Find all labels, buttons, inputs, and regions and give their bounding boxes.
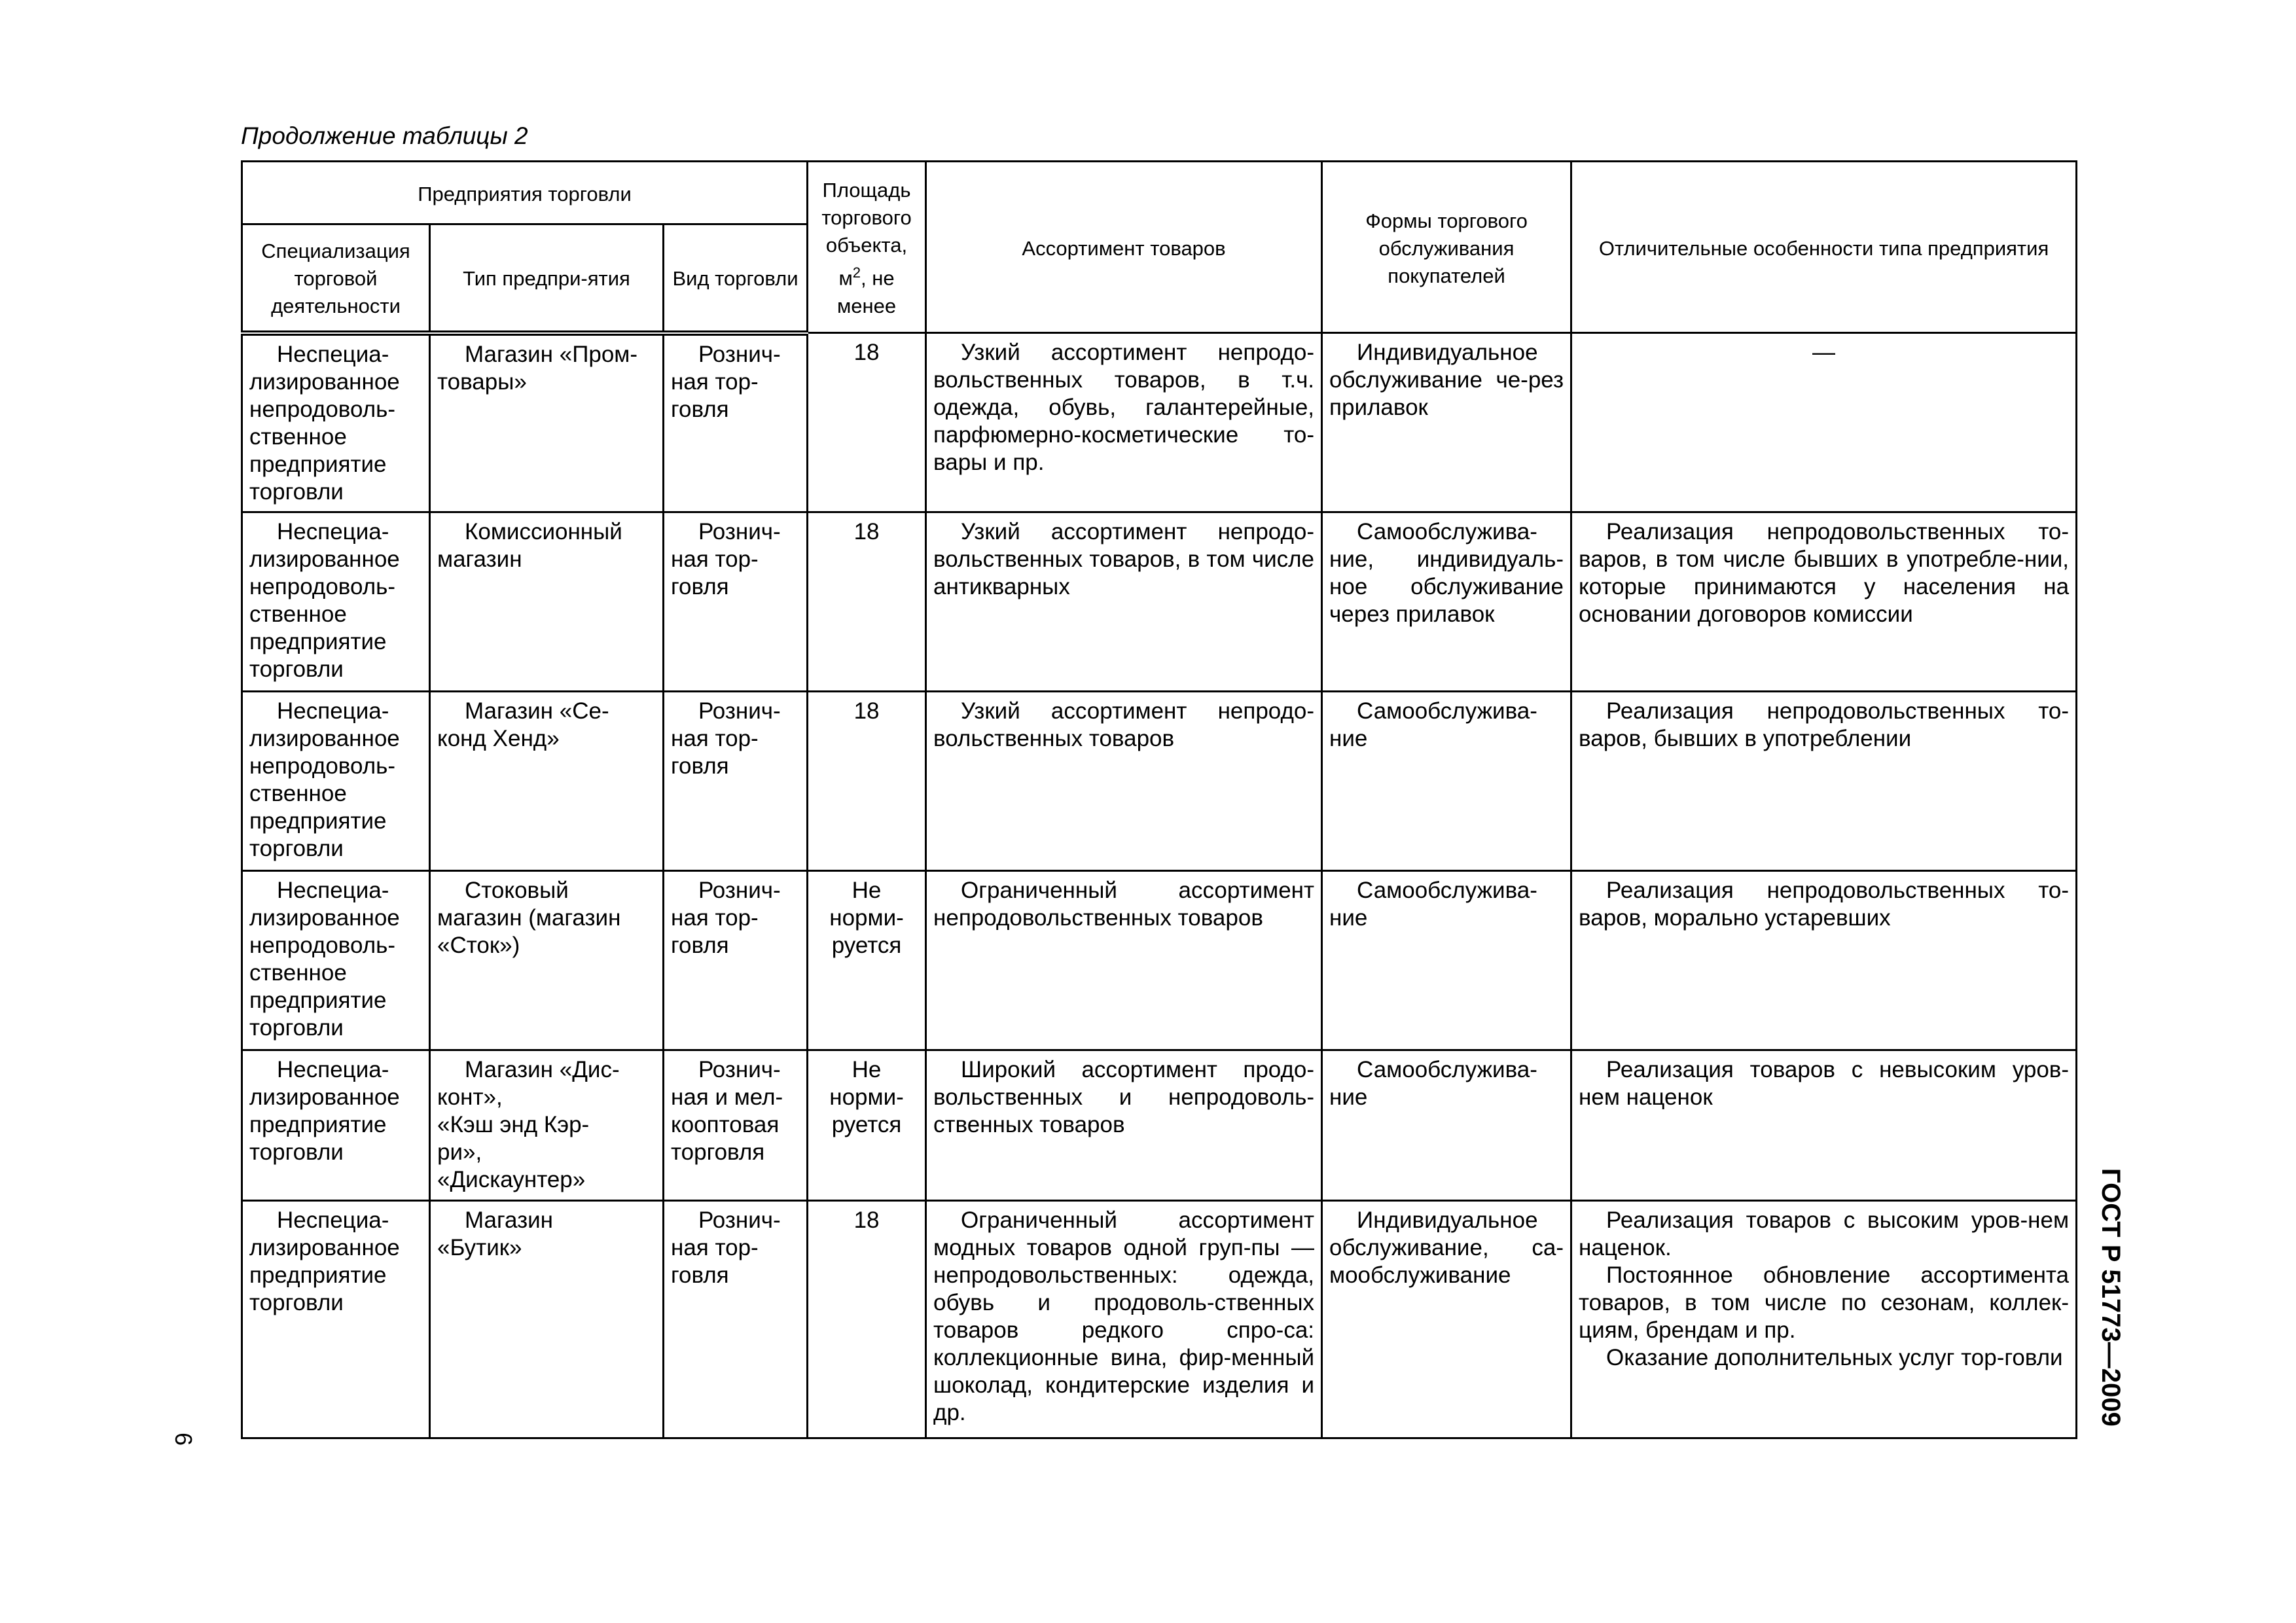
cell-spec: Неспециа- лизированное предприятие торговли — [242, 1050, 430, 1201]
cell-features: Реализация непродовольственных то-варов, морально устаревших — [1571, 871, 2077, 1050]
page-number: 6 — [170, 1432, 198, 1446]
table-row — [242, 333, 2077, 512]
table-caption: Продолжение таблицы 2 — [241, 122, 528, 149]
cell-features: Реализация непродовольственных то-варов, в том числе бывших в употребле-нии, которые принимаются у населения на основании договоров комиссии — [1571, 512, 2077, 692]
cell-area: Не норми- руется — [808, 1050, 926, 1201]
cell-spec: Неспециа- лизированное непродоволь- ственное предприятие торговли — [242, 333, 430, 512]
cell-forms: Индивидуальное обслуживание, са-мообслуживание — [1322, 1201, 1571, 1438]
header-kind: Вид торговли — [664, 224, 808, 333]
cell-forms: Самообслужива-ние, индивидуаль-ное обслуживание через прилавок — [1322, 512, 1571, 692]
table-row — [242, 871, 2077, 1050]
cell-kind: Рознич- ная тор- говля — [664, 1201, 808, 1438]
table-row — [242, 1201, 2077, 1438]
cell-type: Магазин «Бутик» — [430, 1201, 664, 1438]
header-group: Предприятия торговли — [242, 162, 808, 224]
table-row — [242, 512, 2077, 692]
cell-assortment: Узкий ассортимент непродо-вольственных товаров, в том числе антикварных — [926, 512, 1322, 692]
cell-spec: Неспециа- лизированное непродоволь- ственное предприятие торговли — [242, 871, 430, 1050]
cell-forms: Индивидуальное обслуживание че-рез прилавок — [1322, 333, 1571, 512]
table-body — [242, 333, 2077, 1438]
cell-kind: Рознич- ная тор- говля — [664, 333, 808, 512]
cell-spec: Неспециа- лизированное непродоволь- ственное предприятие торговли — [242, 692, 430, 871]
cell-area: 18 — [808, 1201, 926, 1438]
header-area: Площадь торгового объекта, $м^2$, не менее — [808, 162, 926, 333]
cell-features: Реализация непродовольственных то-варов, бывших в употреблении — [1571, 692, 2077, 871]
cell-features: Реализация товаров с высоким уров-нем наценок. Постоянное обновление ассортимента товаров, в том числе по сезонам, коллек-циям, брендам и пр. Оказание дополнительных услуг тор-говли — [1571, 1201, 2077, 1438]
cell-assortment: Узкий ассортимент непродо-вольственных товаров — [926, 692, 1322, 871]
header-features: Отличительные особенности типа предприятия — [1571, 162, 2077, 333]
header-specialization: Специализация торговой деятельности — [242, 224, 430, 333]
cell-kind: Рознич- ная тор- говля — [664, 871, 808, 1050]
table-row — [242, 692, 2077, 871]
header-assortment: Ассортимент товаров — [926, 162, 1322, 333]
cell-type: Магазин «Пром- товары» — [430, 333, 664, 512]
cell-assortment: Узкий ассортимент непродо-вольственных товаров, в т.ч. одежда, обувь, галантерейные, парфюмерно-косметические то-вары и пр. — [926, 333, 1322, 512]
cell-spec: Неспециа- лизированное предприятие торговли — [242, 1201, 430, 1438]
cell-features: — — [1571, 333, 2077, 512]
cell-spec: Неспециа- лизированное непродоволь- ственное предприятие торговли — [242, 512, 430, 692]
cell-kind: Рознич- ная тор- говля — [664, 692, 808, 871]
cell-forms: Самообслужива-ние — [1322, 871, 1571, 1050]
cell-type: Магазин «Дис- конт», «Кэш энд Кэр- ри», «Дискаунтер» — [430, 1050, 664, 1201]
retail-enterprise-table — [241, 160, 2077, 1439]
document-code: ГОСТ Р 51773—2009 — [2096, 1168, 2125, 1427]
cell-forms: Самообслужива-ние — [1322, 692, 1571, 871]
cell-features: Реализация товаров с невысоким уров-нем наценок — [1571, 1050, 2077, 1201]
cell-area: 18 — [808, 692, 926, 871]
header-type: Тип предпри-ятия — [430, 224, 664, 333]
table-row — [242, 1050, 2077, 1201]
cell-kind: Рознич- ная тор- говля — [664, 512, 808, 692]
cell-forms: Самообслужива-ние — [1322, 1050, 1571, 1201]
cell-area: 18 — [808, 333, 926, 512]
cell-type: Комиссионный магазин — [430, 512, 664, 692]
cell-type: Магазин «Се- конд Хенд» — [430, 692, 664, 871]
cell-type: Стоковый магазин (магазин «Сток») — [430, 871, 664, 1050]
cell-area: 18 — [808, 512, 926, 692]
cell-assortment: Широкий ассортимент продо-вольственных и непродоволь-ственных товаров — [926, 1050, 1322, 1201]
cell-kind: Рознич- ная и мел- кооптовая торговля — [664, 1050, 808, 1201]
header-forms: Формы торгового обслуживания покупателей — [1322, 162, 1571, 333]
cell-assortment: Ограниченный ассортимент непродовольственных товаров — [926, 871, 1322, 1050]
cell-assortment: Ограниченный ассортимент модных товаров одной груп-пы — непродовольственных: одежда, обувь и продоволь-ственных товаров редкого спро-са: коллекционные вина, фир-менный шоколад, кондитерские изделия и др. — [926, 1201, 1322, 1438]
cell-area: Не норми- руется — [808, 871, 926, 1050]
